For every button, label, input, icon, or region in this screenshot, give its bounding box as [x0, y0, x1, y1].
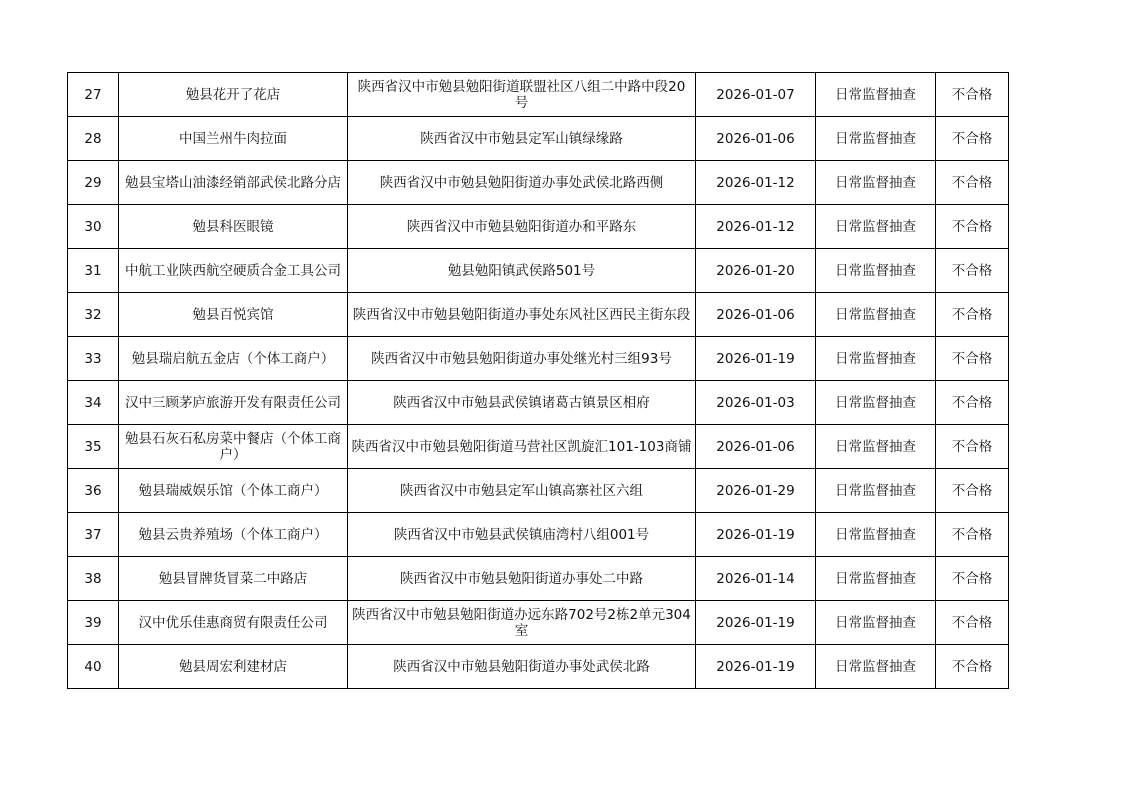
row-seq-cell: 39	[68, 601, 119, 645]
row-name-cell: 勉县百悦宾馆	[119, 293, 348, 337]
row-result-cell: 不合格	[936, 205, 1009, 249]
row-date-cell: 2026-01-06	[696, 117, 816, 161]
row-name-cell: 勉县石灰石私房菜中餐店（个体工商户）	[119, 425, 348, 469]
row-address-cell: 陕西省汉中市勉县勉阳街道办事处武侯北路西侧	[348, 161, 696, 205]
row-seq-cell: 27	[68, 73, 119, 117]
table-row	[68, 249, 1009, 293]
row-address-cell: 勉县勉阳镇武侯路501号	[348, 249, 696, 293]
row-name-cell: 勉县宝塔山油漆经销部武侯北路分店	[119, 161, 348, 205]
row-seq-cell: 35	[68, 425, 119, 469]
row-address-cell: 陕西省汉中市勉县定军山镇绿缘路	[348, 117, 696, 161]
row-address-cell: 陕西省汉中市勉县勉阳街道联盟社区八组二中路中段20号	[348, 73, 696, 117]
table-row	[68, 513, 1009, 557]
row-type-cell: 日常监督抽查	[816, 161, 936, 205]
row-seq-cell: 33	[68, 337, 119, 381]
row-type-cell: 日常监督抽查	[816, 645, 936, 689]
table-row	[68, 117, 1009, 161]
row-result-cell: 不合格	[936, 645, 1009, 689]
row-type-cell: 日常监督抽查	[816, 337, 936, 381]
row-seq-cell: 37	[68, 513, 119, 557]
table-row	[68, 205, 1009, 249]
row-type-cell: 日常监督抽查	[816, 249, 936, 293]
row-address-cell: 陕西省汉中市勉县勉阳街道办事处东风社区西民主街东段	[348, 293, 696, 337]
row-type-cell: 日常监督抽查	[816, 205, 936, 249]
row-seq-cell: 34	[68, 381, 119, 425]
row-address-cell: 陕西省汉中市勉县勉阳街道办事处继光村三组93号	[348, 337, 696, 381]
row-type-cell: 日常监督抽查	[816, 425, 936, 469]
row-name-cell: 勉县周宏利建材店	[119, 645, 348, 689]
row-seq-cell: 30	[68, 205, 119, 249]
row-address-cell: 陕西省汉中市勉县勉阳街道马营社区凯旋汇101-103商铺	[348, 425, 696, 469]
table-row	[68, 469, 1009, 513]
row-date-cell: 2026-01-07	[696, 73, 816, 117]
row-result-cell: 不合格	[936, 73, 1009, 117]
row-date-cell: 2026-01-03	[696, 381, 816, 425]
row-name-cell: 勉县瑞威娱乐馆（个体工商户）	[119, 469, 348, 513]
row-address-cell: 陕西省汉中市勉县勉阳街道办远东路702号2栋2单元304室	[348, 601, 696, 645]
table-row	[68, 557, 1009, 601]
row-date-cell: 2026-01-20	[696, 249, 816, 293]
row-date-cell: 2026-01-14	[696, 557, 816, 601]
row-result-cell: 不合格	[936, 381, 1009, 425]
row-type-cell: 日常监督抽查	[816, 73, 936, 117]
row-type-cell: 日常监督抽查	[816, 469, 936, 513]
row-result-cell: 不合格	[936, 557, 1009, 601]
row-date-cell: 2026-01-19	[696, 601, 816, 645]
table-row	[68, 425, 1009, 469]
row-name-cell: 汉中三顾茅庐旅游开发有限责任公司	[119, 381, 348, 425]
row-name-cell: 勉县云贵养殖场（个体工商户）	[119, 513, 348, 557]
row-address-cell: 陕西省汉中市勉县武侯镇诸葛古镇景区相府	[348, 381, 696, 425]
row-name-cell: 勉县冒牌货冒菜二中路店	[119, 557, 348, 601]
row-type-cell: 日常监督抽查	[816, 117, 936, 161]
row-address-cell: 陕西省汉中市勉县勉阳街道办和平路东	[348, 205, 696, 249]
row-seq-cell: 38	[68, 557, 119, 601]
row-result-cell: 不合格	[936, 425, 1009, 469]
row-date-cell: 2026-01-12	[696, 205, 816, 249]
row-address-cell: 陕西省汉中市勉县武侯镇庙湾村八组001号	[348, 513, 696, 557]
row-date-cell: 2026-01-12	[696, 161, 816, 205]
table-row	[68, 645, 1009, 689]
row-seq-cell: 36	[68, 469, 119, 513]
row-date-cell: 2026-01-19	[696, 337, 816, 381]
row-name-cell: 勉县花开了花店	[119, 73, 348, 117]
row-date-cell: 2026-01-06	[696, 293, 816, 337]
row-name-cell: 勉县瑞启航五金店（个体工商户）	[119, 337, 348, 381]
row-result-cell: 不合格	[936, 161, 1009, 205]
row-name-cell: 汉中优乐佳惠商贸有限责任公司	[119, 601, 348, 645]
inspection-results-table	[67, 72, 1009, 689]
row-type-cell: 日常监督抽查	[816, 557, 936, 601]
row-result-cell: 不合格	[936, 601, 1009, 645]
table-body	[68, 73, 1009, 689]
row-address-cell: 陕西省汉中市勉县勉阳街道办事处二中路	[348, 557, 696, 601]
row-address-cell: 陕西省汉中市勉县定军山镇高寨社区六组	[348, 469, 696, 513]
row-type-cell: 日常监督抽查	[816, 513, 936, 557]
table-row	[68, 381, 1009, 425]
table-row	[68, 293, 1009, 337]
row-address-cell: 陕西省汉中市勉县勉阳街道办事处武侯北路	[348, 645, 696, 689]
row-result-cell: 不合格	[936, 249, 1009, 293]
row-name-cell: 中航工业陕西航空硬质合金工具公司	[119, 249, 348, 293]
row-type-cell: 日常监督抽查	[816, 293, 936, 337]
table-row	[68, 337, 1009, 381]
row-date-cell: 2026-01-06	[696, 425, 816, 469]
table-row	[68, 73, 1009, 117]
row-result-cell: 不合格	[936, 513, 1009, 557]
row-result-cell: 不合格	[936, 117, 1009, 161]
row-date-cell: 2026-01-19	[696, 513, 816, 557]
row-type-cell: 日常监督抽查	[816, 601, 936, 645]
row-type-cell: 日常监督抽查	[816, 381, 936, 425]
row-date-cell: 2026-01-19	[696, 645, 816, 689]
row-date-cell: 2026-01-29	[696, 469, 816, 513]
table-row	[68, 601, 1009, 645]
row-seq-cell: 31	[68, 249, 119, 293]
row-result-cell: 不合格	[936, 293, 1009, 337]
row-result-cell: 不合格	[936, 337, 1009, 381]
row-seq-cell: 40	[68, 645, 119, 689]
row-seq-cell: 28	[68, 117, 119, 161]
row-seq-cell: 29	[68, 161, 119, 205]
row-result-cell: 不合格	[936, 469, 1009, 513]
row-seq-cell: 32	[68, 293, 119, 337]
row-name-cell: 勉县科医眼镜	[119, 205, 348, 249]
table-row	[68, 161, 1009, 205]
row-name-cell: 中国兰州牛肉拉面	[119, 117, 348, 161]
